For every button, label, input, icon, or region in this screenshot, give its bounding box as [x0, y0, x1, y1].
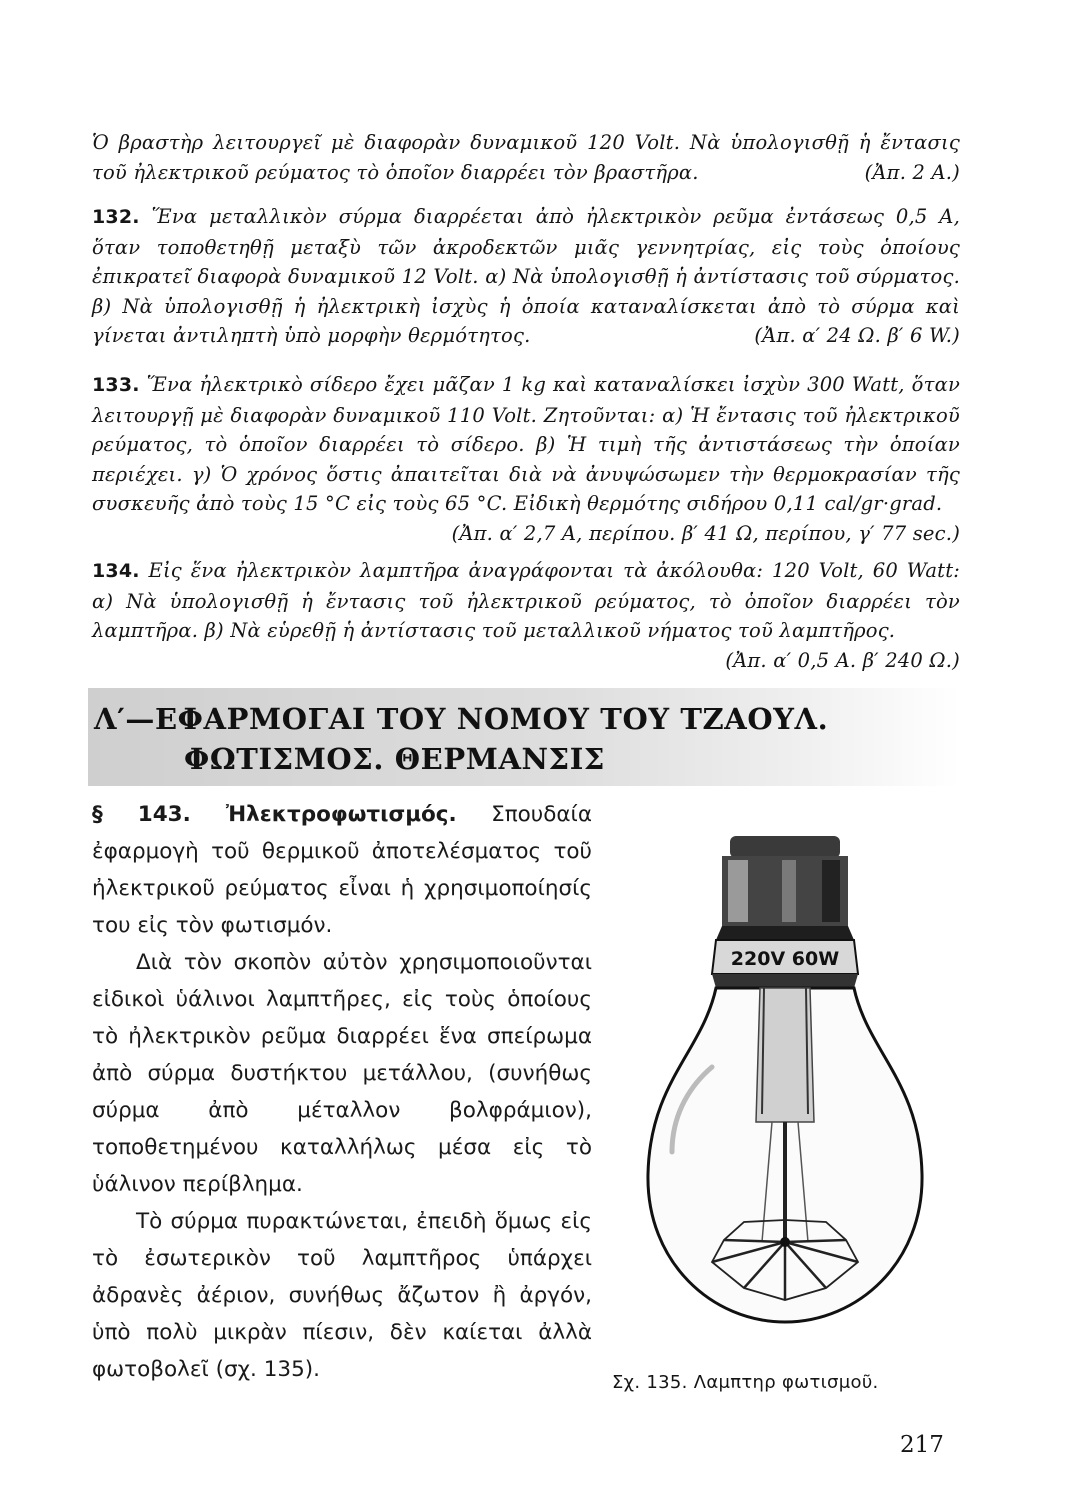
exercise-text: Εἰς ἕνα ἠλεκτρικὸν λαμπτῆρα ἀναγράφονται τὰ ἀκόλουθα: 120 Volt, 60 Watt: α) Νὰ ὑπολογισθῇ ἡ ἔντασις τοῦ ἠλεκτρικοῦ ρεύματος, τὸ ὁποῖον διαρρέει τὸν λαμπτῆρα. β) Νὰ εὑρεθῇ ἡ ἀντίστασις τοῦ μεταλλικοῦ νήματος τοῦ λαμπτῆρος. — [92, 559, 961, 642]
exercise-answer: (Ἀπ. α′ 2,7 A, περίπου. β′ 41 Ω, περίπου, γ′ 77 sec.) — [451, 521, 960, 545]
exercise-number: 133. — [92, 374, 140, 396]
bulb-label: 220V 60W — [730, 948, 840, 970]
bulb-cap-top — [730, 836, 840, 858]
light-bulb-illustration — [632, 822, 932, 1342]
exercise-answer: (Ἀπ. α′ 0,5 A. β′ 240 Ω.) — [725, 648, 960, 672]
figure-caption: Σχ. 135. Λαμπτηρ φωτισμοῦ. — [612, 1372, 879, 1393]
section-143 — [92, 796, 592, 1388]
exercise-134 — [92, 556, 960, 675]
paragraph-2: Διὰ τὸν σκοπὸν αὐτὸν χρησιμοποιοῦνται εἰδικοὶ ὑάλινοι λαμπτῆρες, εἰς τοὺς ὁποίους τὸ ἠλεκτρικὸν ρεῦμα διαρρέει ἕνα σπείρωμα ἀπὸ σύρμα δυστήκτου μετάλλου, (συνήθως σύρμα ἀπὸ μέταλλον βολφράμιον), τοποθετημένου καταλλήλως μέσα εἰς τὸ ὑάλινον περίβλημα. — [92, 950, 592, 1197]
exercise-number: 132. — [92, 206, 140, 228]
exercise-text: Ὁ βραστὴρ λειτουργεῖ μὲ διαφορὰν δυναμικοῦ 120 Volt. Νὰ ὑπολογισθῇ ἡ ἔντασις τοῦ ἠλεκτρικοῦ ρεύματος τὸ ὁποῖον διαρρέει τὸν βραστῆρα. — [92, 131, 960, 184]
exercise-number: 134. — [92, 560, 140, 582]
chapter-heading — [88, 688, 960, 786]
chapter-title-line-1: Λ′—ΕΦΑΡΜΟΓΑΙ ΤΟΥ ΝΟΜΟΥ ΤΟΥ ΤΖΑΟΥΛ. — [94, 702, 829, 736]
light-bulb-figure — [632, 822, 932, 1342]
exercise-text: Ἕνα μεταλλικὸν σύρμα διαρρέεται ἀπὸ ἠλεκτρικὸν ρεῦμα ἐντάσεως 0,5 A, ὅταν τοποθετηθῇ μεταξὺ τῶν ἀκροδεκτῶν μιᾶς γεννητρίας, εἰς τοὺς ὁποίους ἐπικρατεῖ διαφορὰ δυναμικοῦ 12 Volt. α) Νὰ ὑπολογισθῇ ἡ ἀντίστασις τοῦ σύρματος. β) Νὰ ὑπολογισθῇ ἡ ἠλεκτρικὴ ἰσχὺς ἡ ὁποία καταναλίσκεται ἀπὸ τὸ σύρμα καὶ γίνεται ἀντιληπτὴ ὑπὸ μορφὴν θερμότητος. — [92, 205, 960, 347]
exercise-text: Ἕνα ἠλεκτρικὸ σίδερο ἔχει μᾶζαν 1 kg καὶ καταναλίσκει ἰσχὺν 300 Watt, ὅταν λειτουργῇ μὲ διαφορὰν δυναμικοῦ 110 Volt. Ζητοῦνται: α) Ἡ ἔντασις τοῦ ἠλεκτρικοῦ ρεύματος, τὸ ὁποῖον διαρρέει τὸ σίδερο. β) Ἡ τιμὴ τῆς ἀντιστάσεως τὴν ὁποίαν περιέχει. γ) Ὁ χρόνος ὅστις ἀπαιτεῖται διὰ νὰ ἀνυψώσωμεν τὴν θερμοκρασίαν τῆς συσκευῆς ἀπὸ τοὺς 15 °C εἰς τοὺς 65 °C. Εἰδικὴ θερμότης σιδήρου 0,11 cal/gr·grad. — [92, 373, 960, 515]
exercise-answer: (Ἀπ. α′ 24 Ω. β′ 6 W.) — [754, 324, 960, 347]
exercise-132 — [92, 202, 960, 351]
section-heading: § 143. Ἠλεκτροφωτισμός. — [92, 802, 457, 827]
paragraph-3: Τὸ σύρμα πυρακτώνεται, ἐπειδὴ ὅμως εἰς τὸ ἐσωτερικὸν τοῦ λαμπτῆρος ὑπάρχει ἀδρανὲς ἀέριον, συνήθως ἄζωτον ἢ ἀργόν, ὑπὸ πολὺ μικρὰν πίεσιν, δὲν καίεται ἀλλὰ φωτοβολεῖ (σχ. 135). — [92, 1209, 592, 1382]
exercise-answer: (Ἀπ. 2 A.) — [864, 160, 960, 184]
exercise-131-tail — [92, 128, 960, 187]
page-number: 217 — [900, 1432, 944, 1458]
bulb-stem — [756, 988, 814, 1122]
exercise-133 — [92, 370, 960, 548]
paragraph-1: Σπουδαία ἐφαρμογὴ τοῦ θερμικοῦ ἀποτελέσματος τοῦ ἠλεκτρικοῦ ρεύματος εἶναι ἡ χρησιμοποίησίς του εἰς τὸν φωτισμόν. — [92, 802, 593, 938]
chapter-title-line-2: ΦΩΤΙΣΜΟΣ. ΘΕΡΜΑΝΣΙΣ — [184, 742, 606, 776]
